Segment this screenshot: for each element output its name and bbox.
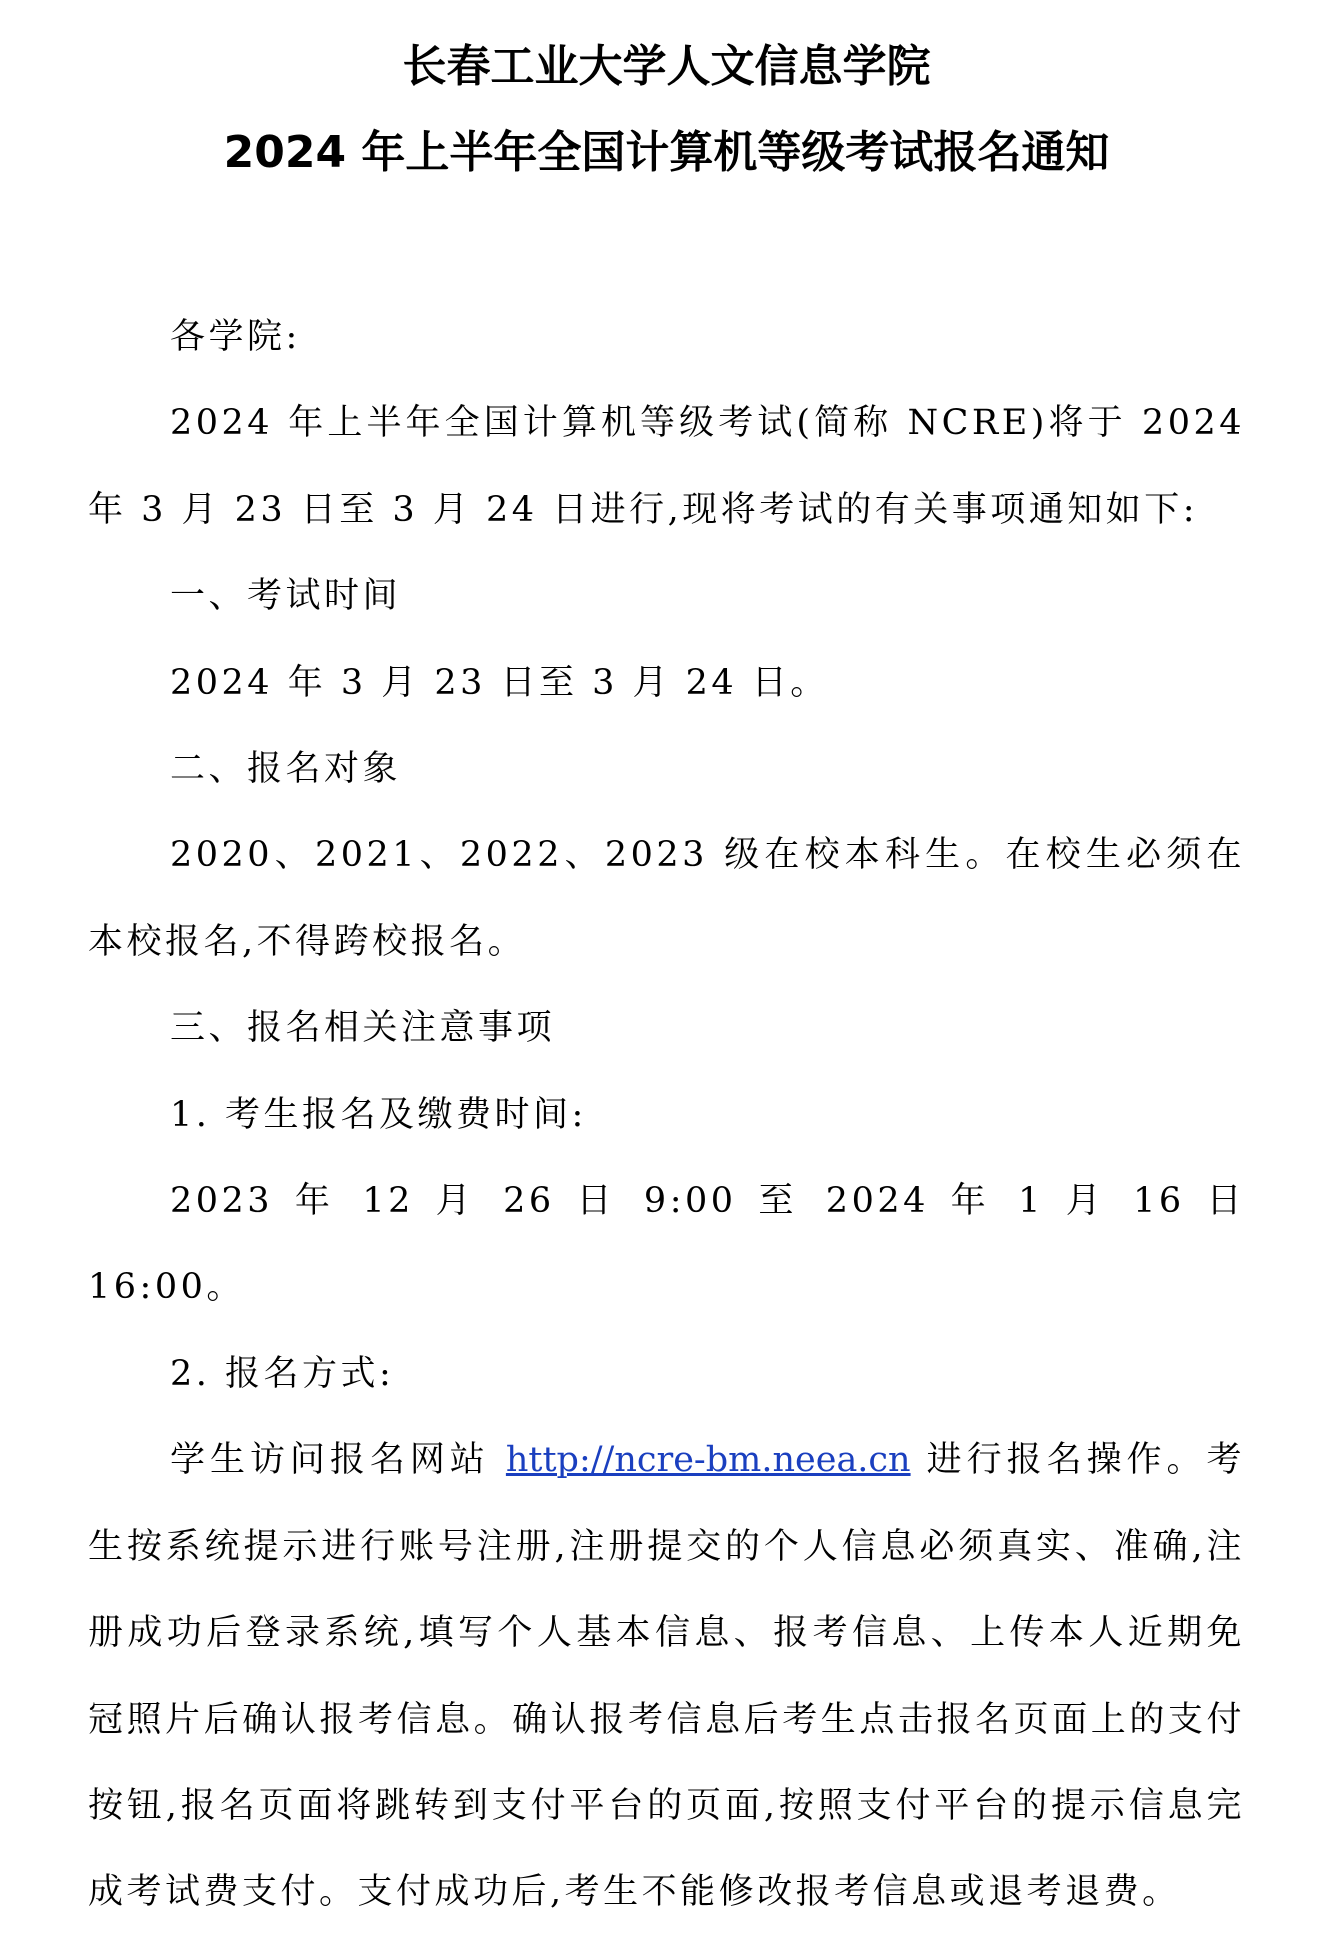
salutation: 各学院:: [170, 317, 301, 357]
registration-method-prefix: 学生访问报名网站: [170, 1440, 506, 1481]
registration-method-suffix: 进行报名操作。考生按系统提示进行账号注册,注册提交的个人信息必须真实、准确,注册成功后登录系统,填写个人基本信息、报考信息、上传本人近期免冠照片后确认报考信息。确认报考信息后考生点击报名页面上的支付按钮,报名页面将跳转到支付平台的页面,按照支付平台的提示信息完成考试费支付。支付成功后,考生不能修改报考信息或退考退费。: [88, 1440, 1245, 1913]
section-heading-eligibility: 二、报名对象: [170, 749, 402, 790]
exam-time-text: 2024 年 3 月 23 日至 3 月 24 日。: [170, 662, 829, 703]
document-title-line2: 2024 年上半年全国计算机等级考试报名通知: [223, 127, 1110, 178]
eligibility-text: 2020、2021、2022、2023 级在校本科生。在校生必须在本校报名,不得跨校报名。: [88, 835, 1245, 962]
document-title-line1: 长春工业大学人文信息学院: [402, 41, 931, 92]
item-heading-registration-time: 1. 考生报名及缴费时间:: [170, 1094, 587, 1135]
intro-paragraph: 2024 年上半年全国计算机等级考试(简称 NCRE)将于 2024 年 3 月 23 日至 3 月 24 日进行,现将考试的有关事项通知如下:: [88, 403, 1245, 530]
section-heading-notes: 三、报名相关注意事项: [170, 1008, 556, 1049]
registration-site-link[interactable]: http://ncre-bm.neea.cn: [505, 1440, 911, 1481]
item-heading-registration-method: 2. 报名方式:: [170, 1353, 395, 1394]
section-heading-exam-time: 一、考试时间: [170, 576, 402, 617]
document-body: [88, 294, 1245, 1936]
registration-method-paragraph: [88, 1417, 1245, 1935]
registration-time-text: 2023 年 12 月 26 日 9:00 至 2024 年 1 月 16 日 16:00。: [88, 1181, 1245, 1308]
